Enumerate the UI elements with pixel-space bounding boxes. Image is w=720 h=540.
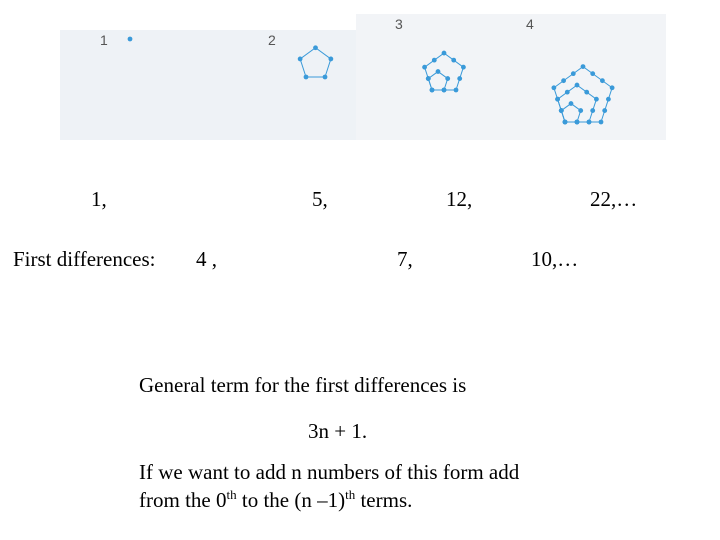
- pentagon-4-middle-dot: [590, 108, 595, 113]
- sequence-term-4: 22,…: [590, 187, 638, 211]
- pentagon-4-middle-dot: [587, 120, 592, 125]
- difference-term-1: 4 ,: [196, 247, 217, 271]
- pentagon-4-outer-dot: [600, 78, 605, 83]
- pentagon-3-outer-dot: [432, 58, 437, 63]
- pentagon-4-middle-dot: [575, 83, 580, 88]
- pentagon-2-dot: [298, 57, 303, 62]
- figure-label-4: 4: [526, 16, 534, 32]
- pentagon-2-dot: [328, 57, 333, 62]
- first-differences-label: First differences:: [13, 247, 156, 271]
- pentagon-4-outer-dot: [561, 78, 566, 83]
- pentagon-4-outer-dot: [571, 71, 576, 76]
- pentagon-2-dot: [323, 75, 328, 80]
- pentagon-4-middle-dot: [584, 90, 589, 95]
- summation-line-2-part-c: terms.: [355, 488, 413, 512]
- pentagon-2-dot: [313, 45, 318, 50]
- pentagon-3-outer-dot: [457, 76, 462, 81]
- general-term-formula: 3n + 1.: [308, 419, 368, 443]
- pentagon-3-inner-dot: [445, 76, 450, 81]
- pentagon-drawings: [60, 14, 666, 140]
- figure-label-3: 3: [395, 16, 403, 32]
- pentagon-3-inner-dot: [436, 69, 441, 74]
- pentagon-2-outline: [300, 48, 331, 77]
- pentagon-4-inner-dot: [559, 108, 564, 113]
- pentagon-3-outer-dot: [451, 58, 456, 63]
- pentagon-3-inner-dot: [430, 88, 435, 93]
- pentagon-4-inner-dot: [575, 120, 580, 125]
- sequence-term-2: 5,: [312, 187, 328, 211]
- pentagon-4-middle-dot: [594, 97, 599, 102]
- pentagon-4-outer-dot: [606, 97, 611, 102]
- pentagon-4-outer-dot: [590, 71, 595, 76]
- pentagon-3-outer-dot: [461, 65, 466, 70]
- pentagon-3-outer-dot: [442, 51, 447, 56]
- pentagon-4-inner-dot: [569, 101, 574, 106]
- general-term-text: General term for the first differences is: [139, 373, 467, 397]
- summation-line-2-part-a: from the 0: [139, 488, 227, 512]
- summation-line-2-part-b: to the (n –1): [236, 488, 346, 512]
- pentagon-3-outer-dot: [422, 65, 427, 70]
- pentagon-4-inner-outline: [561, 104, 580, 122]
- figure-label-1: 1: [100, 32, 108, 48]
- superscript-th-2: th: [345, 487, 356, 502]
- pentagon-4-outer-dot: [581, 64, 586, 69]
- pentagon-1-dot: [128, 37, 133, 42]
- pentagonal-numbers-figure: [60, 14, 666, 140]
- pentagon-4-middle-dot: [555, 97, 560, 102]
- sequence-term-3: 12,: [446, 187, 473, 211]
- pentagon-4-middle-dot: [565, 90, 570, 95]
- superscript-th-1: th: [226, 487, 237, 502]
- pentagon-4-inner-dot: [563, 120, 568, 125]
- pentagon-3-inner-dot: [442, 88, 447, 93]
- pentagon-4-outer-dot: [602, 108, 607, 113]
- pentagon-4-outer-dot: [610, 85, 615, 90]
- summation-line-2: [139, 488, 412, 513]
- pentagon-group: [128, 37, 615, 125]
- difference-term-3: 10,…: [531, 247, 579, 271]
- pentagon-3-inner-dot: [426, 76, 431, 81]
- difference-term-2: 7,: [397, 247, 413, 271]
- pentagon-4-outer-dot: [551, 85, 556, 90]
- pentagon-3-outer-dot: [454, 88, 459, 93]
- pentagon-3-inner-outline: [428, 72, 447, 90]
- sequence-term-1: 1,: [91, 187, 107, 211]
- pentagon-4-outer-dot: [599, 120, 604, 125]
- pentagon-2-dot: [304, 75, 309, 80]
- figure-label-2: 2: [268, 32, 276, 48]
- pentagon-4-inner-dot: [578, 108, 583, 113]
- summation-line-1: If we want to add n numbers of this form add: [139, 460, 520, 484]
